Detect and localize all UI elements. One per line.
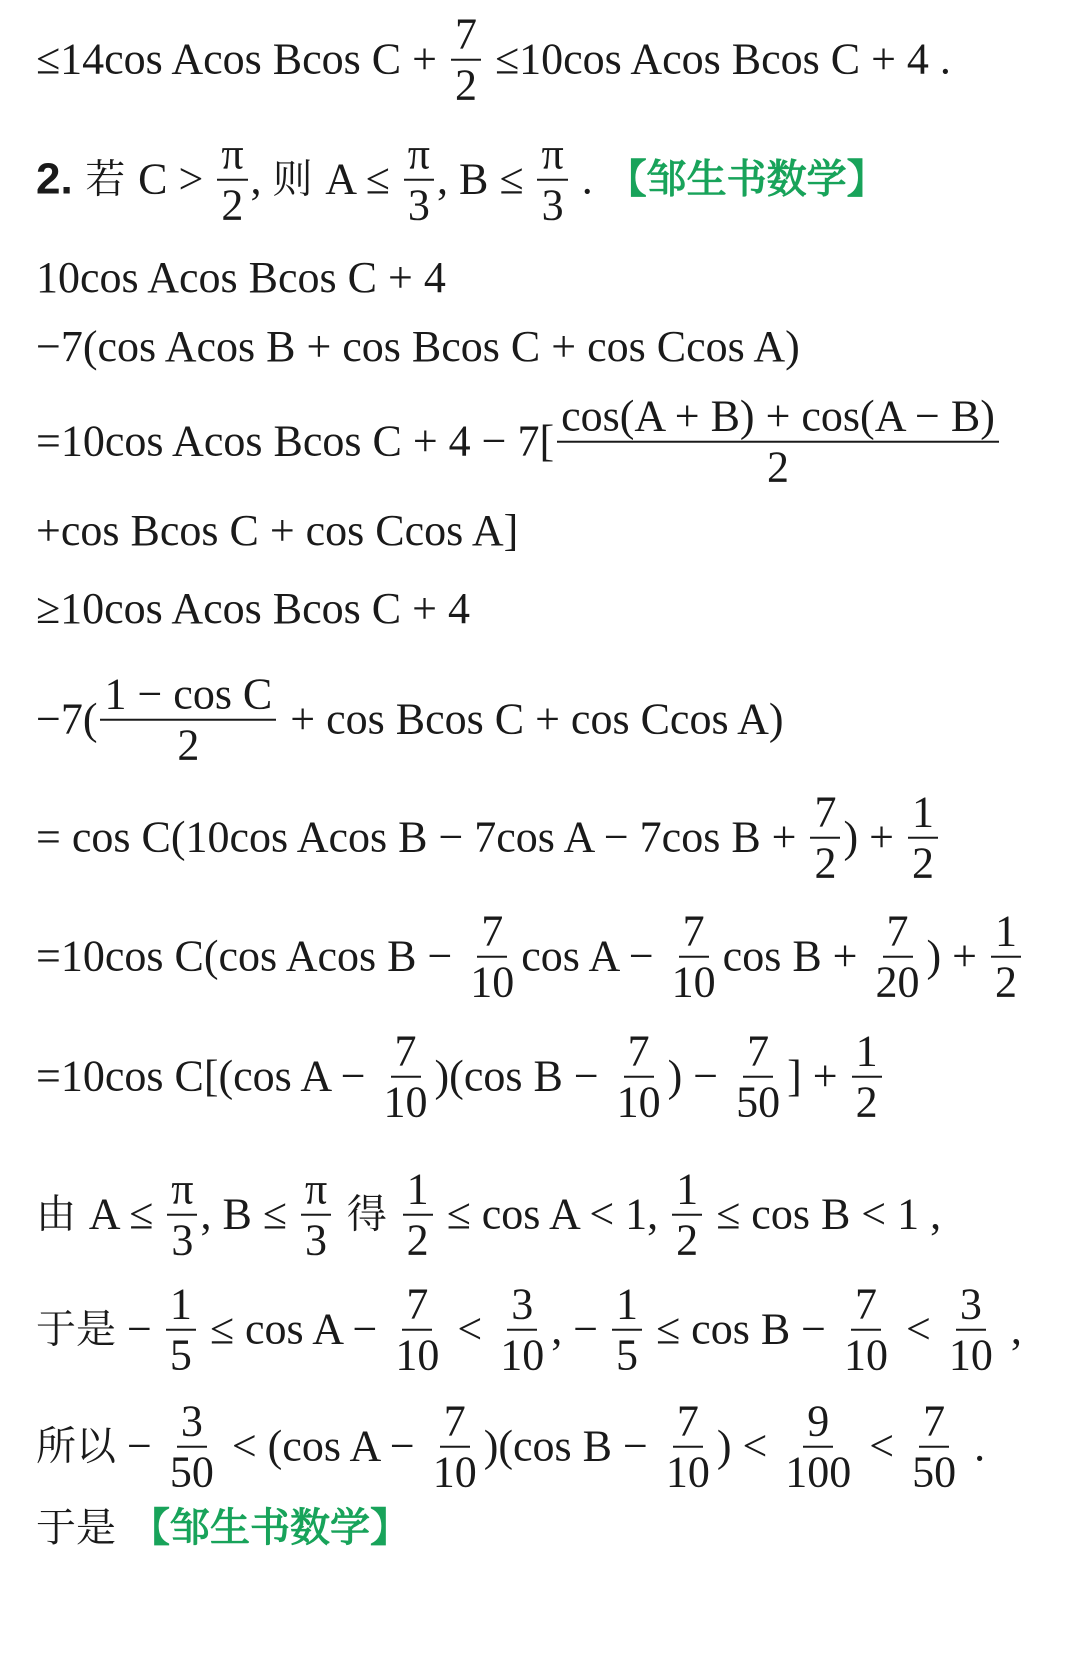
fraction-denominator: 3	[407, 181, 430, 230]
math-text: ,	[999, 1305, 1022, 1354]
math-line-12	[36, 1165, 1060, 1266]
fraction-numerator: 9	[803, 1397, 833, 1448]
fraction-numerator: 1	[908, 788, 938, 839]
fraction-numerator: 7	[851, 1280, 881, 1331]
fraction-numerator: 1	[166, 1280, 196, 1331]
fraction-numerator: 7	[919, 1397, 949, 1448]
math-text: , B ≤	[200, 1190, 298, 1239]
math-line-15	[36, 1505, 1060, 1551]
math-line-7	[36, 584, 1060, 633]
fraction	[613, 1027, 665, 1128]
fraction-denominator: 10	[432, 1448, 477, 1497]
fraction-denominator: 10	[844, 1331, 888, 1380]
fraction-numerator: 7	[679, 907, 709, 958]
fraction-numerator: 7	[743, 1027, 773, 1078]
math-text: <	[446, 1305, 494, 1354]
math-line-4	[36, 322, 1060, 371]
math-text: A ≤	[325, 155, 401, 204]
math-text: , B ≤	[436, 155, 535, 204]
fraction-denominator: 3	[305, 1216, 328, 1265]
chinese-text: 于是	[36, 1307, 116, 1353]
fraction-numerator: 1	[672, 1165, 702, 1216]
fraction-denominator: 20	[875, 958, 920, 1007]
fraction	[466, 907, 518, 1008]
fraction-numerator: 1	[991, 907, 1021, 958]
chinese-text: 由	[36, 1192, 89, 1238]
math-text: , −	[551, 1305, 610, 1354]
fraction	[668, 907, 720, 1008]
fraction-denominator: 5	[169, 1331, 192, 1380]
math-line-2	[36, 130, 1060, 231]
chinese-text: 所以	[36, 1424, 116, 1470]
fraction-numerator: π	[404, 130, 434, 181]
math-text: ≤ cos A < 1,	[435, 1190, 670, 1239]
fraction	[662, 1397, 714, 1498]
fraction-numerator: 7	[883, 907, 913, 958]
fraction	[945, 1280, 997, 1381]
fraction-numerator: 1	[852, 1027, 882, 1078]
fraction-denominator: 2	[177, 721, 200, 770]
fraction	[810, 788, 840, 889]
fraction-numerator: 3	[956, 1280, 986, 1331]
fraction	[100, 670, 276, 771]
fraction-numerator: 7	[440, 1397, 470, 1448]
fraction-denominator: 2	[994, 958, 1017, 1007]
fraction-numerator: 1 − cos C	[100, 670, 276, 721]
math-text: ≤ cos A −	[198, 1305, 389, 1354]
math-text: <	[895, 1305, 942, 1354]
math-text: 10cos Acos Bcos C + 4	[36, 253, 446, 302]
math-line-13	[36, 1280, 1060, 1381]
fraction-denominator: 50	[736, 1078, 781, 1127]
math-text: = cos C(10cos Acos B − 7cos A − 7cos B +	[36, 813, 808, 862]
fraction-denominator: 2	[911, 839, 934, 888]
fraction-numerator: 7	[673, 1397, 703, 1448]
math-line-10	[36, 907, 1060, 1008]
math-text: ≤ cos B −	[645, 1305, 837, 1354]
fraction-denominator: 2	[676, 1216, 699, 1265]
fraction-denominator: 2	[454, 61, 477, 110]
chinese-text: 于是	[36, 1505, 116, 1551]
fraction-numerator: 3	[177, 1397, 207, 1448]
fraction	[301, 1165, 331, 1266]
fraction-denominator: 2	[814, 839, 837, 888]
fraction	[391, 1280, 443, 1381]
math-text: =10cos Acos Bcos C + 4 − 7[	[36, 417, 555, 466]
fraction-denominator: 2	[221, 181, 244, 230]
fraction-numerator: 3	[507, 1280, 537, 1331]
fraction	[429, 1397, 481, 1498]
math-text: −7(	[36, 695, 98, 744]
fraction-denominator: 10	[500, 1331, 545, 1380]
fraction-numerator: 1	[403, 1165, 433, 1216]
math-text: ≥10cos Acos Bcos C + 4	[36, 584, 470, 633]
math-text: <	[858, 1422, 906, 1471]
math-line-9	[36, 788, 1060, 889]
brand-tag: 【邹生书数学】	[606, 157, 887, 203]
fraction	[537, 130, 567, 231]
fraction-numerator: 7	[391, 1027, 421, 1078]
fraction	[612, 1280, 642, 1381]
math-text: < (cos A −	[220, 1422, 426, 1471]
math-text: +cos Bcos C + cos Ccos A]	[36, 506, 519, 555]
fraction	[557, 392, 999, 493]
math-text: ,	[250, 155, 273, 204]
fraction	[732, 1027, 784, 1128]
math-text: ≤14cos Acos Bcos C +	[36, 35, 448, 84]
fraction	[380, 1027, 432, 1128]
fraction-numerator: 7	[402, 1280, 432, 1331]
fraction	[404, 130, 434, 231]
fraction	[672, 1165, 702, 1266]
math-text: ) +	[843, 813, 905, 862]
math-text: .	[963, 1422, 986, 1471]
math-text: cos B +	[722, 932, 869, 981]
fraction-denominator: 100	[785, 1448, 852, 1497]
fraction-denominator: 3	[541, 181, 564, 230]
fraction-denominator: 10	[470, 958, 515, 1007]
math-text: ) −	[667, 1052, 730, 1101]
brand-tag: 【邹生书数学】	[130, 1505, 410, 1551]
fraction-denominator: 5	[616, 1331, 639, 1380]
fraction-denominator: 10	[616, 1078, 661, 1127]
math-text: C >	[138, 155, 215, 204]
math-line-3	[36, 253, 1060, 302]
math-text: =10cos C(cos Acos B −	[36, 932, 464, 981]
math-text: ≤ cos B < 1 ,	[705, 1190, 942, 1239]
fraction	[167, 1165, 197, 1266]
math-text: ] +	[787, 1052, 849, 1101]
fraction-denominator: 2	[406, 1216, 429, 1265]
fraction-denominator: 10	[665, 1448, 710, 1497]
fraction-denominator: 50	[912, 1448, 957, 1497]
fraction-denominator: 10	[395, 1331, 440, 1380]
fraction	[781, 1397, 855, 1498]
math-text: + cos Bcos C + cos Ccos A)	[279, 695, 784, 744]
fraction	[872, 907, 924, 1008]
math-line-14	[36, 1397, 1060, 1498]
chinese-text: 若	[72, 157, 139, 203]
math-text: ) +	[926, 932, 988, 981]
fraction-numerator: 7	[624, 1027, 654, 1078]
fraction	[908, 788, 938, 889]
fraction-numerator: 7	[451, 10, 481, 61]
item-number: 2.	[36, 155, 73, 204]
fraction-denominator: 2	[766, 443, 789, 492]
math-text: ≤10cos Acos Bcos C + 4 .	[483, 35, 951, 84]
math-line-11	[36, 1027, 1060, 1128]
math-line-1	[36, 10, 1060, 111]
math-text: −	[116, 1305, 163, 1354]
fraction-denominator: 50	[169, 1448, 214, 1497]
fraction	[908, 1397, 960, 1498]
fraction-numerator: π	[217, 130, 247, 181]
fraction-numerator: cos(A + B) + cos(A − B)	[557, 392, 999, 443]
math-text: )(cos B −	[483, 1422, 659, 1471]
fraction	[451, 10, 481, 111]
math-line-8	[36, 670, 1060, 771]
fraction-numerator: π	[167, 1165, 197, 1216]
fraction	[217, 130, 247, 231]
math-text: .	[570, 155, 593, 204]
fraction-numerator: 1	[612, 1280, 642, 1331]
math-text: A ≤	[88, 1190, 165, 1239]
fraction-denominator: 10	[671, 958, 716, 1007]
fraction	[166, 1397, 218, 1498]
math-line-6	[36, 506, 1060, 555]
chinese-text: 得	[334, 1192, 400, 1238]
fraction	[840, 1280, 892, 1381]
math-text: −7(cos Acos B + cos Bcos C + cos Ccos A)	[36, 322, 800, 371]
fraction	[991, 907, 1021, 1008]
math-text: )(cos B −	[434, 1052, 610, 1101]
fraction-denominator: 3	[171, 1216, 194, 1265]
fraction-denominator: 10	[383, 1078, 428, 1127]
fraction-numerator: 7	[477, 907, 507, 958]
fraction-numerator: π	[537, 130, 567, 181]
math-text: =10cos C[(cos A −	[36, 1052, 377, 1101]
math-text: cos A −	[521, 932, 665, 981]
math-line-5	[36, 392, 1060, 493]
fraction-denominator: 2	[855, 1078, 878, 1127]
fraction-denominator: 10	[948, 1331, 993, 1380]
math-text: ) <	[716, 1422, 779, 1471]
fraction	[852, 1027, 882, 1128]
fraction-numerator: π	[301, 1165, 331, 1216]
fraction	[403, 1165, 433, 1266]
math-text: −	[116, 1422, 163, 1471]
fraction-numerator: 7	[810, 788, 840, 839]
fraction	[166, 1280, 196, 1381]
fraction	[496, 1280, 548, 1381]
chinese-text: 则	[272, 157, 326, 203]
